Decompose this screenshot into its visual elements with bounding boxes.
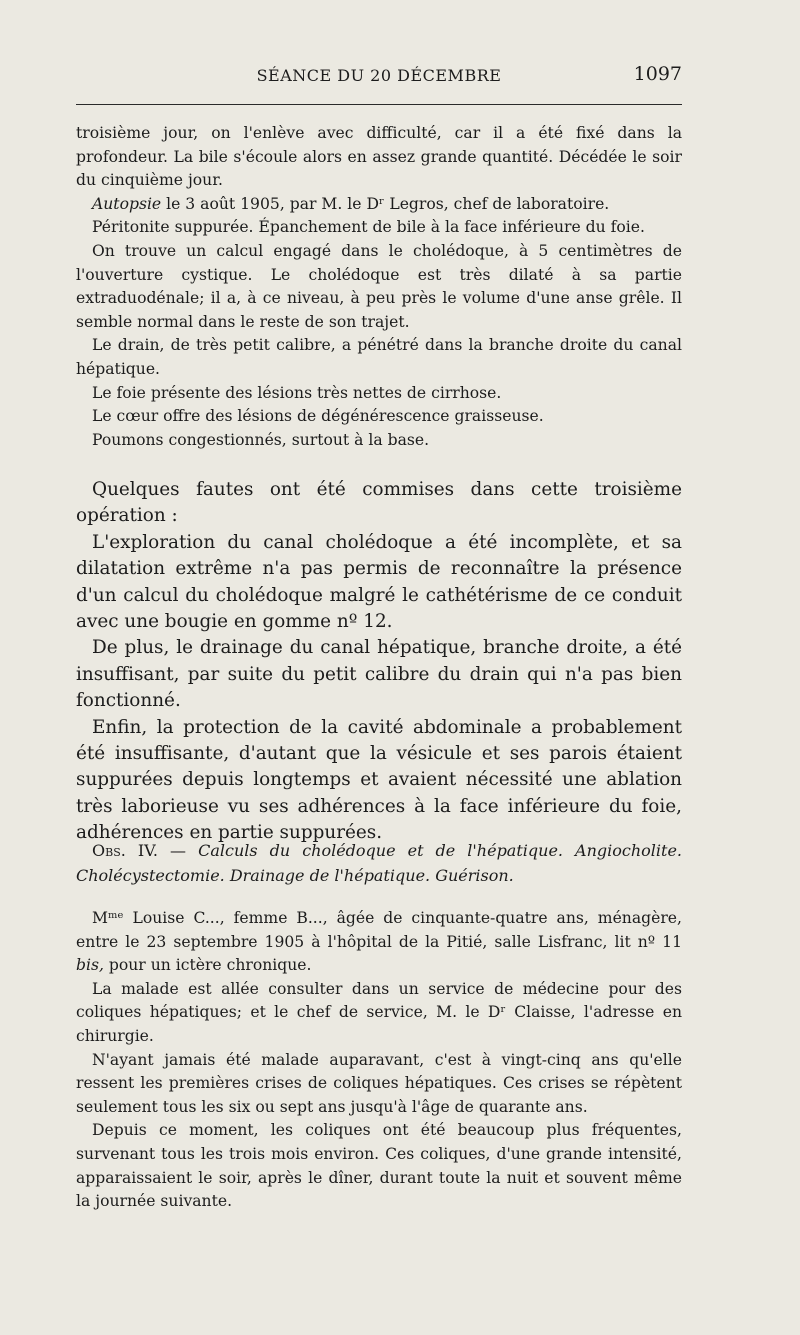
paragraph: De plus, le drainage du canal hépatique, branche droite, a été insuffisant, par suite du petit calibre du drain qui n'a pas bien fonctionné. bbox=[76, 637, 682, 712]
observation-heading bbox=[76, 838, 682, 888]
paragraph: Enfin, la protection de la cavité abdominale a probablement été insuffisante, d'autant que la vésicule et ses parois étaient suppurées depuis longtemps et avaient nécessité une ablation très laborieuse vu ses adhérences à la face inférieure du foie, adhérences en partie suppurées. bbox=[76, 716, 682, 844]
paragraph: Depuis ce moment, les coliques ont été beaucoup plus fréquentes, survenant tous les trois mois environ. Ces coliques, d'une grande intensité, apparaissaient le soir, après le dîner, durant toute la nuit et souvent même la journée suivante. bbox=[76, 1121, 682, 1211]
autopsy-section bbox=[76, 122, 682, 452]
case-text-end: pour un ictère chronique. bbox=[103, 956, 312, 975]
paragraph: troisième jour, on l'enlève avec difficulté, car il a été fixé dans la profondeur. La bile s'écoule alors en assez grande quantité. Décédée le soir du cinquième jour. bbox=[76, 124, 682, 190]
autopsy-label: Autopsie bbox=[92, 194, 162, 213]
observation-subject: Calculs du cholédoque et de l'hépatique. Angiocholite. Cholécystectomie. Drainage de l'hépatique. Guérison. bbox=[76, 841, 682, 885]
page-number: 1097 bbox=[633, 63, 682, 85]
paragraph: Quelques fautes ont été commises dans cette troisième opération : bbox=[76, 479, 682, 527]
paragraph: Péritonite suppurée. Épanchement de bile à la face inférieure du foie. bbox=[92, 218, 645, 237]
case-text: Mᵐᵉ Louise C..., femme B..., âgée de cinquante-quatre ans, ménagère, entre le 23 septembre 1905 à l'hôpital de la Pitié, salle Lisfranc, lit nº 11 bbox=[76, 909, 682, 951]
running-head: SÉANCE DU 20 DÉCEMBRE bbox=[256, 66, 502, 85]
paragraph: Le foie présente des lésions très nettes de cirrhose. bbox=[92, 383, 502, 402]
paragraph: Le cœur offre des lésions de dégénérescence graisseuse. bbox=[92, 407, 544, 426]
observation-label: Obs. IV. — bbox=[92, 841, 199, 860]
header-rule bbox=[76, 104, 682, 105]
paragraph: On trouve un calcul engagé dans le cholédoque, à 5 centimètres de l'ouverture cystique. Le cholédoque est très dilaté à sa partie extraduodénale; il a, à ce niveau, à peu près le volume d'une anse grêle. Il semble normal dans le reste de son trajet. bbox=[76, 241, 682, 331]
case-bis: bis, bbox=[76, 956, 104, 975]
paragraph: L'exploration du canal cholédoque a été incomplète, et sa dilatation extrême n'a pas permis de reconnaître la présence d'un calcul du cholédoque malgré le cathétérisme de ce conduit avec une bougie en gomme nº 12. bbox=[76, 531, 682, 633]
autopsy-text: le 3 août 1905, par M. le Dʳ Legros, chef de laboratoire. bbox=[161, 194, 610, 213]
paragraph: La malade est allée consulter dans un service de médecine pour des coliques hépatiques; et le chef de service, M. le Dʳ Claisse, l'adresse en chirurgie. bbox=[76, 979, 682, 1045]
paragraph: Poumons congestionnés, surtout à la base. bbox=[92, 430, 430, 449]
paragraph: Le drain, de très petit calibre, a pénétré dans la branche droite du canal hépatique. bbox=[76, 336, 682, 378]
case-section bbox=[76, 907, 682, 1214]
autopsy-paragraph bbox=[76, 193, 682, 217]
commentary-section bbox=[76, 477, 682, 847]
case-paragraph bbox=[76, 907, 682, 978]
page-header bbox=[76, 60, 682, 96]
observation-title bbox=[76, 838, 682, 888]
paragraph: N'ayant jamais été malade auparavant, c'est à vingt-cinq ans qu'elle ressent les premières crises de coliques hépatiques. Ces crises se répètent seulement tous les six ou sept ans jusqu'à l'âge de quarante ans. bbox=[76, 1050, 682, 1116]
